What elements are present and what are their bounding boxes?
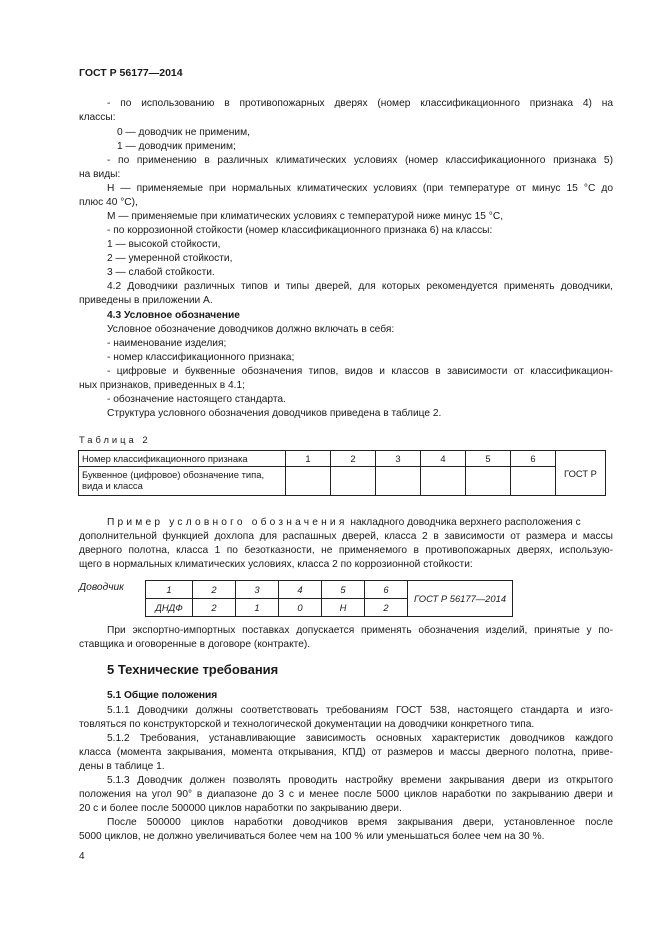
example-label: Доводчик xyxy=(79,582,124,593)
text-line: плюс 40 °С), xyxy=(79,197,138,208)
text-line: классы: xyxy=(79,112,116,123)
text-line: Условное обозначение доводчиков должно включать в себя: xyxy=(107,324,395,335)
text-line: класса (момента закрывания, момента открывания, КПД) от размеров и массы дверного полотна, приве- xyxy=(79,747,613,758)
example-lead: Пример условного обозначения xyxy=(107,517,348,528)
text-line: 1 — высокой стойкости, xyxy=(107,239,221,250)
table-cell: 4 xyxy=(279,581,322,599)
table-cell: ГОСТ Р xyxy=(556,451,606,496)
text-line: - цифровые и буквенные обозначения типов, видов и классов в зависимости от классификацион- xyxy=(107,366,613,377)
structure-table xyxy=(78,450,606,496)
text-line: 5.1.2 Требования, устанавливающие зависимость основных характеристик доводчиков каждого xyxy=(107,733,613,744)
text-line: 20 с и более после 500000 циклов наработки по закрыванию двери. xyxy=(79,803,402,814)
text-line: дены в таблице 1. xyxy=(79,761,165,772)
text-line: приведены в приложении А. xyxy=(79,295,213,306)
table-cell xyxy=(421,467,466,496)
text-line: Н — применяемые при нормальных климатических условиях (при температуре от минус 15 °С до xyxy=(107,183,613,194)
table-cell: Н xyxy=(322,599,365,617)
text-line: 5.1.3 Доводчик должен позволять проводить настройку времени закрывания двери из открытого xyxy=(107,775,613,786)
example-line xyxy=(107,516,581,529)
text-line: При экспортно-импортных поставках допускается применять обозначения изделий, принятые у по- xyxy=(107,625,613,636)
table-cell: 2 xyxy=(365,599,408,617)
table-cell: 0 xyxy=(279,599,322,617)
table-cell xyxy=(331,467,376,496)
table-cell: 3 xyxy=(236,581,279,599)
text-line: 2 — умеренной стойкости, xyxy=(107,253,233,264)
table-cell xyxy=(376,467,421,496)
text-line: Структура условного обозначения доводчиков приведена в таблице 2. xyxy=(107,408,442,419)
table-cell: 1 xyxy=(286,451,331,467)
text-line: - номер классификационного признака; xyxy=(107,352,295,363)
text-line: ных признаков, приведенных в 4.1; xyxy=(79,380,245,391)
text-line: 0 — доводчик не применим, xyxy=(117,127,250,138)
table-cell: 6 xyxy=(365,581,408,599)
example-text: накладного доводчика верхнего расположения с xyxy=(350,517,581,528)
example-table xyxy=(145,580,513,617)
table-cell xyxy=(466,467,511,496)
text-line: - по применению в различных климатических условиях (номер классификационного признака 5) xyxy=(107,155,613,166)
table-cell: Номер классификационного признака xyxy=(79,451,286,467)
example-line: дверного полотна, класса 1 по безотказности, не применяемого в противопожарных дверях, использую- xyxy=(79,545,613,556)
table-row xyxy=(146,581,513,599)
table-cell xyxy=(511,467,556,496)
text-line: После 500000 циклов наработки доводчиков время закрывания двери, установленное после xyxy=(107,817,613,828)
table-cell: 2 xyxy=(193,581,236,599)
text-line: 3 — слабой стойкости. xyxy=(107,267,215,278)
text-line: М — применяемые при климатических условиях с температурой ниже минус 15 °С, xyxy=(107,211,504,222)
table-cell xyxy=(286,467,331,496)
text-line: - обозначение настоящего стандарта. xyxy=(107,394,286,405)
table-cell: 2 xyxy=(331,451,376,467)
table-cell: Буквенное (цифровое) обозначение типа, вида и класса xyxy=(79,467,286,496)
text-line: 4.2 Доводчики различных типов и типы дверей, для которых рекомендуется применять доводчики, xyxy=(107,281,613,292)
page-number: 4 xyxy=(79,851,85,862)
example-line: щего в нормальных климатических условиях, класса 2 по коррозионной стойкости: xyxy=(79,559,473,570)
text-line: - наименование изделия; xyxy=(107,338,227,349)
text-line: на виды: xyxy=(79,169,121,180)
subsection-heading: 5.1 Общие положения xyxy=(107,690,218,701)
text-line: 5.1.1 Доводчики должны соответствовать требованиям ГОСТ 538, настоящего стандарта и изго- xyxy=(107,705,613,716)
text-line: 1 — доводчик применим; xyxy=(117,141,236,152)
text-line: 5000 циклов, не должно увеличиваться более чем на 100 % или уменьшаться более чем на 30 %. xyxy=(79,831,545,842)
table-cell: 1 xyxy=(146,581,193,599)
table-row xyxy=(79,451,606,467)
subsection-heading: 4.3 Условное обозначение xyxy=(107,310,240,321)
text-line: товляться по конструкторской и технологической документации на доводчики конкретного типа. xyxy=(79,719,535,730)
document-header: ГОСТ Р 56177—2014 xyxy=(79,67,183,79)
table-cell: 5 xyxy=(322,581,365,599)
section-title: 5 Технические требования xyxy=(107,662,279,677)
table-cell: 6 xyxy=(511,451,556,467)
table-cell: 2 xyxy=(193,599,236,617)
table-cell: 3 xyxy=(376,451,421,467)
table-cell: 1 xyxy=(236,599,279,617)
table-cell: 4 xyxy=(421,451,466,467)
table-cell: 5 xyxy=(466,451,511,467)
table-row xyxy=(79,467,606,496)
example-line: дополнительной функцией дохлопа для распашных дверей, класса 2 в зависимости от размера и массы xyxy=(79,531,613,542)
text-line: положения на угол 90° в диапазоне до 3 с и менее после 5000 циклов наработки по закрыванию двери и xyxy=(79,789,613,800)
table-cell: ДНДФ xyxy=(146,599,193,617)
table-cell: ГОСТ Р 56177—2014 xyxy=(408,581,513,617)
text-line: - по использованию в противопожарных дверях (номер классификационного признака 4) на xyxy=(107,98,613,109)
table-caption: Таблица 2 xyxy=(79,434,151,445)
text-line: - по коррозионной стойкости (номер классификационного признака 6) на классы: xyxy=(107,225,493,236)
text-line: ставщика и оговоренные в договоре (контракте). xyxy=(79,639,311,650)
